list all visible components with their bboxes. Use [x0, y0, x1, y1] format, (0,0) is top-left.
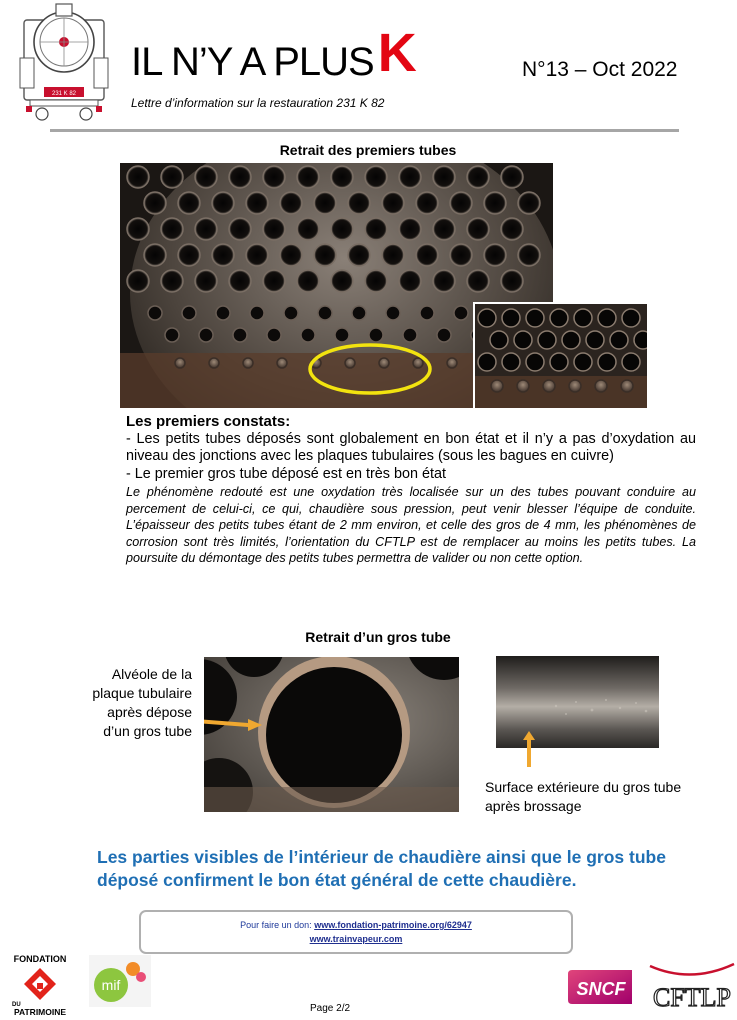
- tube-hole: [195, 270, 217, 292]
- tube-hole: [209, 358, 219, 368]
- tube-hole: [399, 166, 421, 188]
- findings-block: [126, 413, 696, 566]
- cftlp-text: CFTLP: [652, 983, 732, 1012]
- tube-hole: [484, 244, 506, 266]
- tube-hole: [598, 353, 616, 371]
- tube-hole: [335, 328, 349, 342]
- tube-hole: [562, 331, 580, 349]
- tube-hole: [502, 353, 520, 371]
- tube-hole: [416, 192, 438, 214]
- logo-fondation-text: FONDATION: [13, 954, 67, 964]
- tube-hole: [331, 218, 353, 240]
- tube-hole: [348, 192, 370, 214]
- tube-hole: [501, 166, 523, 188]
- tube-hole: [297, 218, 319, 240]
- corrosion-note: Le phénomène redouté est une oxydation très localisée sur un des tubes pouvant conduire au percement de celui-ci, ce qui, chaudière sous pression, peut venir blesser l’équipe de conduite. L’épaisseur des petits tubes étant de 2 mm environ, et celle des gros de 4 mm, les phénomènes de corrosion sont très limités, l’orientation du CFTLP est de remplacer au moins les petits tubes. La poursuite du démontage des petits tubes permettra de valider ou non cette option.: [126, 485, 696, 565]
- mif-text: mif: [101, 977, 121, 993]
- tube-hole: [634, 331, 647, 349]
- trainvapeur-link[interactable]: www.trainvapeur.com: [309, 934, 403, 944]
- tube-hole: [574, 353, 592, 371]
- tube-hole: [267, 328, 281, 342]
- tube-hole: [165, 328, 179, 342]
- tube-hole: [574, 309, 592, 327]
- tube-hole: [369, 328, 383, 342]
- tube-hole: [233, 328, 247, 342]
- tube-hole: [491, 380, 503, 392]
- tube-hole: [277, 358, 287, 368]
- tube-surface-photo: [496, 656, 659, 748]
- mif-logo: [89, 955, 151, 1007]
- donation-prefix: Pour faire un don:: [240, 920, 315, 930]
- finding-large-tube: - Le premier gros tube déposé est en très bon état: [126, 465, 446, 482]
- tube-hole: [467, 270, 489, 292]
- conclusion-text: Les parties visibles de l’intérieur de chaudière ainsi que le gros tube déposé confirment le bon état général de cette chaudière.: [97, 847, 666, 890]
- tube-hole: [199, 328, 213, 342]
- tube-hole: [502, 309, 520, 327]
- tube-hole: [416, 244, 438, 266]
- tube-hole: [161, 166, 183, 188]
- tube-hole: [420, 306, 434, 320]
- tube-hole: [454, 306, 468, 320]
- tube-hole: [297, 270, 319, 292]
- tube-hole: [501, 218, 523, 240]
- issue-number: N°13 – Oct 2022: [522, 58, 678, 81]
- tube-hole: [433, 270, 455, 292]
- alveole-photo: [204, 657, 459, 812]
- tube-hole: [229, 270, 251, 292]
- alveole-caption: Alvéole de la plaque tubulaire après dépose d’un gros tube: [92, 666, 192, 739]
- tube-hole: [314, 192, 336, 214]
- tube-hole: [437, 328, 451, 342]
- section1-title: Retrait des premiers tubes: [279, 142, 457, 158]
- tube-hole: [365, 270, 387, 292]
- tube-hole: [501, 270, 523, 292]
- tube-hole: [403, 328, 417, 342]
- logo-patrimoine-text: PATRIMOINE: [13, 1007, 67, 1017]
- donation-text: [139, 918, 573, 946]
- tube-caption: Surface extérieure du gros tube après brossage: [485, 779, 682, 814]
- tube-hole: [543, 380, 555, 392]
- tube-hole: [550, 309, 568, 327]
- tube-hole: [331, 166, 353, 188]
- tube-hole: [478, 309, 496, 327]
- tube-hole: [246, 192, 268, 214]
- cftlp-logo: [646, 962, 736, 1014]
- tube-hole: [621, 380, 633, 392]
- tube-hole: [478, 353, 496, 371]
- tube-hole: [610, 331, 628, 349]
- newsletter-title: [131, 23, 416, 84]
- locomotive-logo: [18, 2, 110, 122]
- tube-hole: [538, 331, 556, 349]
- title-main: IL N’Y A PLUS: [131, 40, 374, 84]
- tube-hole: [622, 309, 640, 327]
- section2-title: Retrait d’un gros tube: [305, 629, 451, 645]
- tube-hole: [216, 306, 230, 320]
- tube-hole: [182, 306, 196, 320]
- tube-hole: [450, 192, 472, 214]
- tube-hole: [399, 270, 421, 292]
- tube-hole: [382, 192, 404, 214]
- tube-hole: [301, 328, 315, 342]
- tube-hole: [284, 306, 298, 320]
- tube-hole: [263, 270, 285, 292]
- tube-hole: [595, 380, 607, 392]
- tube-hole: [212, 244, 234, 266]
- tube-hole: [348, 244, 370, 266]
- tube-hole: [399, 218, 421, 240]
- tube-hole: [127, 218, 149, 240]
- tube-hole: [280, 192, 302, 214]
- header-divider: [50, 129, 679, 132]
- tube-hole: [148, 306, 162, 320]
- tube-hole: [331, 270, 353, 292]
- tube-hole: [447, 358, 457, 368]
- tube-hole: [144, 192, 166, 214]
- tube-hole: [550, 353, 568, 371]
- tube-hole: [382, 244, 404, 266]
- tube-hole: [569, 380, 581, 392]
- tube-hole: [526, 353, 544, 371]
- tube-hole: [622, 353, 640, 371]
- tube-hole: [450, 244, 472, 266]
- fondation-link[interactable]: www.fondation-patrimoine.org/62947: [314, 920, 472, 930]
- tube-hole: [318, 306, 332, 320]
- sncf-text: SNCF: [576, 979, 626, 999]
- tube-hole: [514, 331, 532, 349]
- findings-heading: Les premiers constats:: [126, 413, 291, 430]
- tube-hole: [127, 166, 149, 188]
- tube-hole: [467, 166, 489, 188]
- title-k: K: [377, 23, 416, 83]
- tube-hole: [517, 380, 529, 392]
- tube-hole: [178, 192, 200, 214]
- tube-hole: [250, 306, 264, 320]
- tube-hole: [280, 244, 302, 266]
- tube-hole: [195, 218, 217, 240]
- fondation-patrimoine-logo: [2, 952, 80, 1018]
- sncf-logo: [566, 966, 638, 1008]
- tube-hole: [433, 166, 455, 188]
- tube-hole: [212, 192, 234, 214]
- tube-hole: [379, 358, 389, 368]
- tube-hole: [433, 218, 455, 240]
- tube-hole: [246, 244, 268, 266]
- tube-hole: [263, 218, 285, 240]
- tube-hole: [586, 331, 604, 349]
- tube-hole: [365, 166, 387, 188]
- tube-hole: [263, 166, 285, 188]
- tube-hole: [243, 358, 253, 368]
- tube-hole: [526, 309, 544, 327]
- tube-hole: [161, 218, 183, 240]
- tube-hole: [297, 166, 319, 188]
- tube-hole: [467, 218, 489, 240]
- newsletter-subtitle: Lettre d’information sur la restauration 231 K 82: [131, 96, 385, 110]
- finding-small-tubes: - Les petits tubes déposés sont globalement en bon état et il n’y a pas d’oxydation au niveau des jonctions avec les plaques tubulaires (sous les bagues en cuivre): [126, 430, 696, 465]
- logo-du-text: DU: [12, 1002, 21, 1008]
- tube-hole: [175, 358, 185, 368]
- tube-hole: [484, 192, 506, 214]
- loco-plate: 231 K 82: [51, 91, 77, 97]
- tube-hole: [365, 218, 387, 240]
- tube-hole: [161, 270, 183, 292]
- tube-hole: [518, 192, 540, 214]
- tube-hole: [413, 358, 423, 368]
- page-number: Page 2/2: [310, 1003, 351, 1014]
- tube-hole: [144, 244, 166, 266]
- up-arrow-icon: [522, 731, 536, 767]
- tube-hole: [352, 306, 366, 320]
- tube-hole: [178, 244, 200, 266]
- tube-hole: [386, 306, 400, 320]
- tube-hole: [229, 166, 251, 188]
- tube-hole: [345, 358, 355, 368]
- tube-hole: [127, 270, 149, 292]
- tube-detail-photo: [473, 302, 647, 408]
- tube-hole: [195, 166, 217, 188]
- tube-hole: [518, 244, 540, 266]
- tube-hole: [314, 244, 336, 266]
- tube-hole: [598, 309, 616, 327]
- tube-hole: [490, 331, 508, 349]
- tube-hole: [229, 218, 251, 240]
